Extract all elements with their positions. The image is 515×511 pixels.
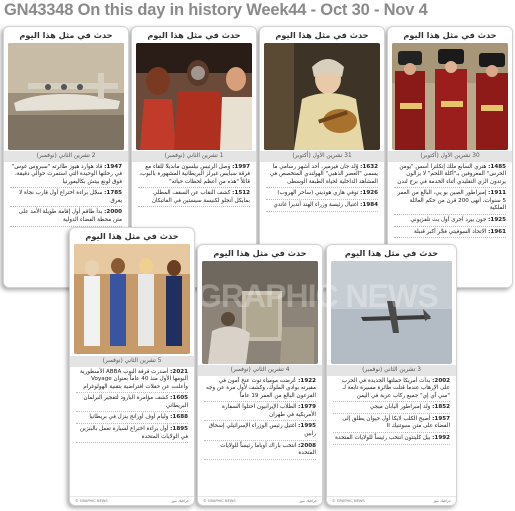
event-text: إمبراطور الصين بو يي، البالغ من العمر 5 سنوات، أنهى 200 قرن من حكم العائلة الملكية bbox=[397, 190, 506, 211]
event-year: 1688: bbox=[170, 414, 188, 421]
event-text: هنري السابع ملك إنكلترا أسس "يومن الحرس" المعروفين بـ"أكلة اللحم" لا يزالون يرتدون الزي التقليدي أثناء الخدمة في برج لندن bbox=[397, 164, 506, 185]
event-text: بيل كلينتون انتخب رئيساً للولايات المتحدة bbox=[335, 435, 431, 442]
event-year: 2002: bbox=[432, 378, 450, 384]
event-item bbox=[394, 190, 506, 214]
card-header: حدث في مثل هذا اليوم bbox=[403, 30, 497, 40]
event-item bbox=[333, 435, 450, 445]
event-item bbox=[333, 404, 450, 414]
photo-mandela-spice-girls bbox=[136, 43, 252, 150]
footer-credit: © GRAPHIC NEWS bbox=[203, 499, 236, 503]
card-nov-3 bbox=[326, 244, 457, 506]
event-year: 1632: bbox=[360, 164, 378, 170]
event-year: 1997: bbox=[232, 164, 250, 170]
card-header: حدث في مثل هذا اليوم bbox=[213, 248, 307, 258]
event-year: 1895: bbox=[170, 426, 188, 433]
event-item bbox=[333, 378, 450, 402]
event-year: 1911: bbox=[488, 190, 506, 197]
event-item bbox=[10, 164, 122, 188]
event-text: وليام أوف أورانج ينزل في بريطانيا bbox=[89, 414, 169, 421]
event-text: وُلد جان فيرمير، أحد أشهر رسامي ما يسمى "العصر الذهبي" الهولندي المتخصص في المشاهد الداخلية لحياة الطبقة الوسطى bbox=[269, 164, 378, 185]
event-year: 1947: bbox=[104, 164, 122, 170]
footer-credit: © GRAPHIC NEWS bbox=[75, 499, 108, 503]
card-footer bbox=[198, 496, 322, 505]
card-date: 30 تشرين الأول (أكتوبر) bbox=[388, 151, 512, 162]
page-title: GN43348 On this day in history Week44 - Oct 30 - Nov 4 bbox=[4, 1, 428, 19]
photo-beefeaters bbox=[392, 43, 508, 150]
events-list bbox=[333, 378, 450, 447]
event-item bbox=[10, 209, 122, 226]
card-header: حدث في مثل هذا اليوم bbox=[19, 30, 113, 40]
event-text: بدأ طاقم أول إقامة طويلة الأمد على متن محطة الفضاء الدولية bbox=[18, 209, 122, 223]
footer-arabic: جرافيك نيوز bbox=[171, 499, 189, 503]
event-item bbox=[266, 164, 378, 188]
event-text: كشف النقاب عن السقف المطلي بمايكل أنجلو لكنيسة سيستين في الفاتيكان bbox=[151, 190, 250, 204]
card-header: حدث في مثل هذا اليوم bbox=[85, 231, 179, 241]
event-year: 1961: bbox=[488, 228, 506, 235]
events-list bbox=[266, 164, 378, 214]
event-item bbox=[76, 414, 188, 424]
event-item bbox=[394, 229, 506, 239]
event-item bbox=[204, 404, 316, 421]
event-item bbox=[394, 164, 506, 188]
event-text: عُرضت مومياء توت عنخ آمون في مقبرته بوادي الملوك، وكشف لأول مرة عن وجه الفرعون البالغ من العمر 19 عاماً bbox=[206, 378, 316, 399]
event-item bbox=[76, 426, 188, 443]
event-item bbox=[10, 190, 122, 207]
photo-tutankhamun-tomb bbox=[202, 261, 318, 364]
events-list bbox=[204, 378, 316, 462]
footer-arabic: جرافيك نيوز bbox=[433, 499, 451, 503]
event-year: 1926: bbox=[360, 190, 378, 197]
event-year: 1605: bbox=[170, 395, 188, 402]
photo-spruce-goose bbox=[8, 43, 124, 150]
event-text: كشف مؤامرة البارود لتفجير البرلمان البريطاني bbox=[83, 395, 188, 409]
event-text: أول براءة اختراع لسيارة تعمل بالبنزين في الولايات المتحدة bbox=[80, 426, 188, 440]
event-year: 1995: bbox=[298, 423, 316, 430]
card-date: 4 تشرين الثاني (نوفمبر) bbox=[198, 365, 322, 376]
photo-drone bbox=[331, 261, 452, 364]
card-header: حدث في مثل هذا اليوم bbox=[344, 248, 439, 258]
event-item bbox=[138, 190, 250, 207]
event-item bbox=[266, 190, 378, 200]
event-year: 1512: bbox=[232, 190, 250, 197]
event-item bbox=[394, 217, 506, 227]
card-header: حدث في مثل هذا اليوم bbox=[275, 30, 369, 40]
event-text: اغتيال رئيسة وزراء الهند أنديرا غاندي bbox=[273, 202, 359, 209]
card-date: 5 تشرين الثاني (نوفمبر) bbox=[70, 356, 194, 367]
event-text: بدأت أمريكا حملتها الجديدة في الحرب على الإرهاب عندما قتلت طائرة مسيرة تابعة لـ "سي آي إي" جميع ركاب عربة في اليمن bbox=[341, 378, 450, 399]
event-year: 1925: bbox=[488, 216, 506, 223]
event-year: 2000: bbox=[104, 209, 122, 216]
event-item bbox=[333, 416, 450, 433]
event-item bbox=[76, 369, 188, 393]
event-text: سجّل براءة اختراع أول قارب نجاة لا يغرق bbox=[19, 190, 122, 204]
events-list bbox=[76, 369, 188, 445]
event-year: 1785: bbox=[104, 190, 122, 197]
photo-abba bbox=[74, 244, 190, 354]
event-year: 1957: bbox=[432, 416, 450, 423]
card-header: حدث في مثل هذا اليوم bbox=[147, 30, 241, 40]
card-date: 2 تشرين الثاني (نوفمبر) bbox=[4, 151, 128, 162]
event-text: ولد إمبراطور اليابان ميجي bbox=[369, 404, 431, 411]
event-item bbox=[266, 202, 378, 212]
event-text: توفي هاري هوديني (ساحر الهروب) bbox=[277, 190, 359, 197]
event-text: انتخب باراك أوباما رئيساً للولايات المتحدة bbox=[220, 442, 316, 456]
event-text: الطلاب الإيرانيون احتلوا السفارة الأمريكية في طهران bbox=[222, 404, 316, 418]
card-date: 1 تشرين الثاني (نوفمبر) bbox=[132, 151, 256, 162]
event-item bbox=[138, 164, 250, 188]
event-text: أصدرت فرقة البوب ABBA الأسطورية ألبومها الأول منذ 40 عاماً بعنوان Voyage وأعلنت عن حفلات افتراضية بتقنية الهولوغرام bbox=[80, 369, 188, 390]
event-item bbox=[204, 443, 316, 460]
card-footer bbox=[70, 496, 194, 505]
card-nov-4 bbox=[197, 244, 323, 506]
event-text: قاد هوارد هيوز طائرته "سبروس غوس" في رحلتها الوحيدة التي استمرت حوالي دقيقة، فوق لونغ بيتش بكاليفورنيا bbox=[11, 164, 122, 185]
event-item bbox=[204, 423, 316, 440]
card-footer bbox=[327, 496, 456, 505]
card-date: 31 تشرين الأول (أكتوبر) bbox=[260, 151, 384, 162]
card-nov-5 bbox=[69, 227, 195, 506]
event-year: 1485: bbox=[488, 164, 506, 170]
event-year: 1852: bbox=[432, 404, 450, 411]
watermark: GRAPHIC NEWS bbox=[197, 278, 438, 314]
card-date: 3 تشرين الثاني (نوفمبر) bbox=[327, 365, 456, 376]
event-item bbox=[204, 378, 316, 402]
events-list bbox=[138, 164, 250, 209]
event-year: 1922: bbox=[298, 378, 316, 384]
event-text: جون بيرد أجرى أول بث تلفزيوني bbox=[410, 216, 487, 223]
event-text: أصبح الكلب لايكا أول حيوان يطلق إلى الفضاء على متن سبوتنيك II bbox=[342, 416, 450, 430]
footer-arabic: جرافيك نيوز bbox=[299, 499, 317, 503]
events-list bbox=[10, 164, 122, 229]
event-text: اغتيل رئيس الوزراء الإسرائيلي إسحاق رابين bbox=[208, 423, 316, 437]
event-year: 2008: bbox=[298, 442, 316, 449]
event-year: 2021: bbox=[170, 369, 188, 375]
event-year: 1979: bbox=[298, 404, 316, 411]
event-year: 1992: bbox=[432, 435, 450, 442]
event-text: وصل الرئيس نيلسون مانديلا للقاء مع فرقة سبايس غيرلز البريطانية المشهورة بالبوب، قائلاً "هذه من أعظم لحظات حياته" bbox=[139, 164, 250, 185]
event-item bbox=[76, 395, 188, 412]
footer-credit: © GRAPHIC NEWS bbox=[332, 499, 365, 503]
events-list bbox=[394, 164, 506, 240]
photo-vermeer-painting bbox=[264, 43, 380, 150]
event-text: الاتحاد السوفيتي فجّر أكبر قنبلة bbox=[414, 228, 487, 235]
event-year: 1984: bbox=[360, 202, 378, 209]
